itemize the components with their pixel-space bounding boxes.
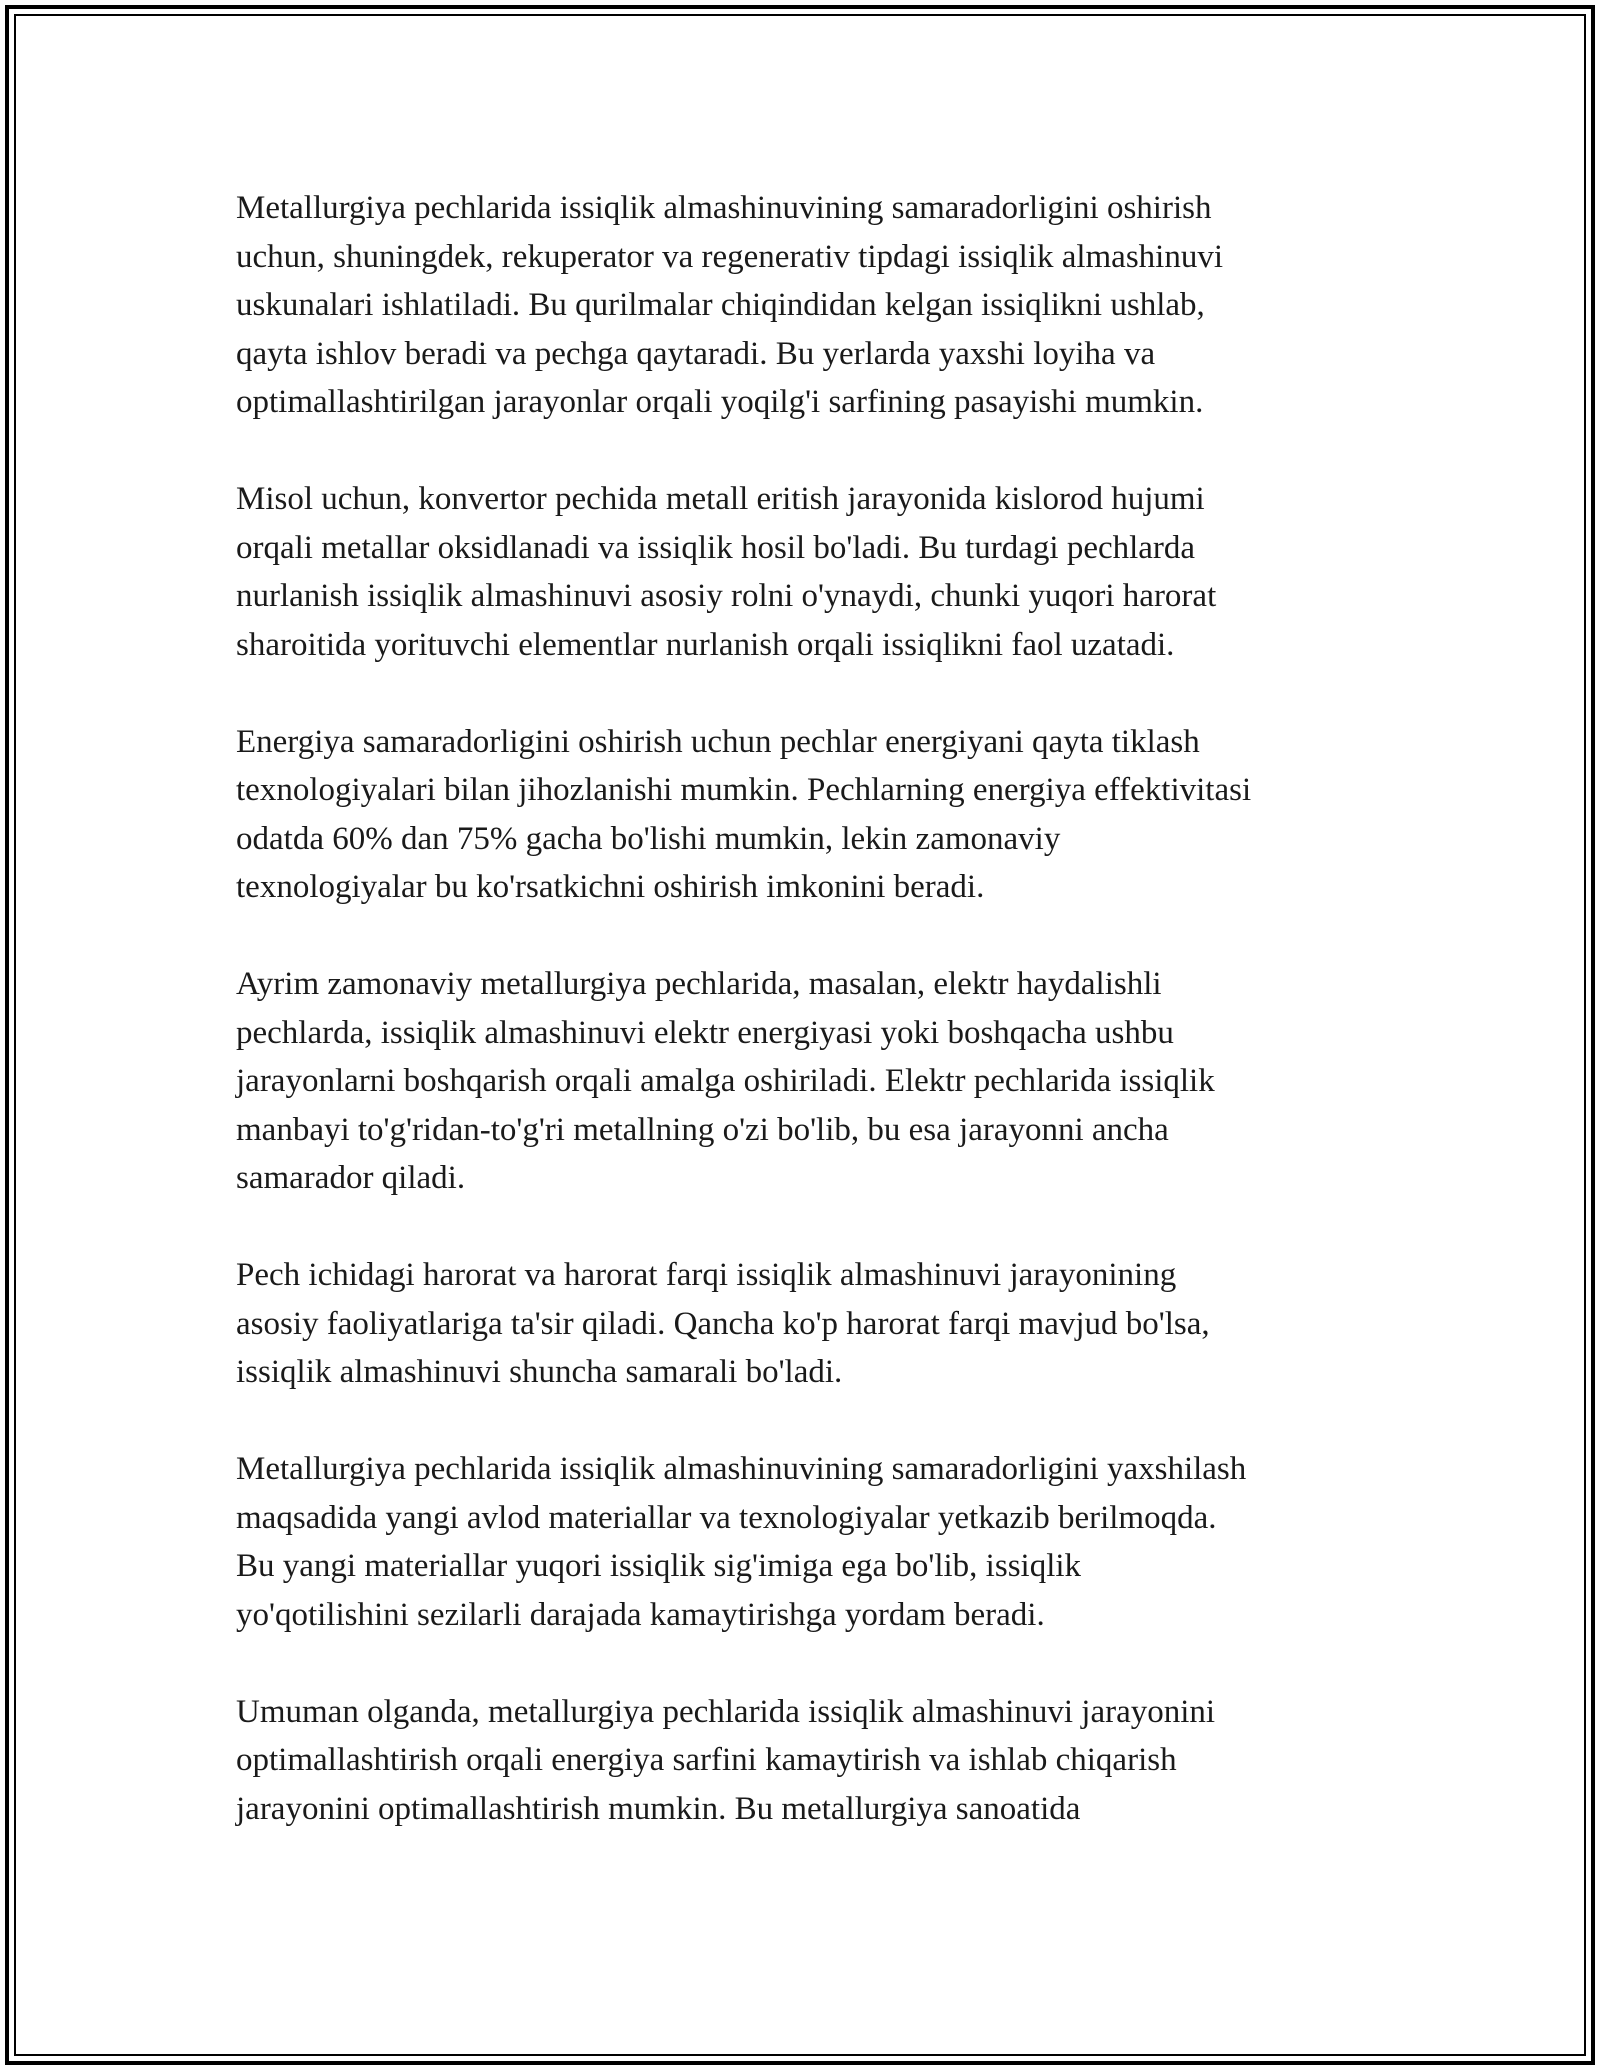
paragraph-4: Ayrim zamonaviy metallurgiya pechlarida, masalan, elektr haydalishli pechlarda, issiqlik almashinuvi elektr energiyasi yoki boshqacha ushbu jarayonlarni boshqarish orqali amalga oshiriladi. Elektr pechlarida issiqlik manbayi to'g'ridan-to'g'ri metallning o'zi bo'lib, bu esa jarayonni ancha samarador qiladi. xyxy=(236,966,1215,1196)
paragraph-3: Energiya samaradorligini oshirish uchun pechlar energiyani qayta tiklash texnologiyalari bilan jihozlanishi mumkin. Pechlarning energiya effektivitasi odatda 60% dan 75% gacha bo'lishi mumkin, lekin zamonaviy texnologiyalar bu ko'rsatkichni oshirish imkonini beradi. xyxy=(236,723,1252,905)
paragraph-1: Metallurgiya pechlarida issiqlik almashinuvining samaradorligini oshirish uchun, shuningdek, rekuperator va regenerativ tipdagi issiqlik almashinuvi uskunalari ishlatiladi. Bu qurilmalar chiqindidan kelgan issiqlikni ushlab, qayta ishlov beradi va pechga qaytaradi. Bu yerlarda yaxshi loyiha va optimallashtirilgan jarayonlar orqali yoqilg'i sarfining pasayishi mumkin. xyxy=(236,190,1224,420)
paragraph-6: Metallurgiya pechlarida issiqlik almashinuvining samaradorligini yaxshilash maqsadida yangi avlod materiallar va texnologiyalar yetkazib berilmoqda. Bu yangi materiallar yuqori issiqlik sig'imiga ega bo'lib, issiqlik yo'qotilishini sezilarli darajada kamaytirishga yordam beradi. xyxy=(236,1451,1247,1633)
paragraph-2: Misol uchun, konvertor pechida metall eritish jarayonida kislorod hujumi orqali metallar oksidlanadi va issiqlik hosil bo'ladi. Bu turdagi pechlarda nurlanish issiqlik almashinuvi asosiy rolni o'ynaydi, chunki yuqori harorat sharoitida yorituvchi elementlar nurlanish orqali issiqlikni faol uzatadi. xyxy=(236,481,1217,663)
paragraph-5: Pech ichidagi harorat va harorat farqi issiqlik almashinuvi jarayonining asosiy faoliyatlariga ta'sir qiladi. Qancha ko'p harorat farqi mavjud bo'lsa, issiqlik almashinuvi shuncha samarali bo'ladi. xyxy=(236,1257,1210,1390)
paragraph-7: Umuman olganda, metallurgiya pechlarida issiqlik almashinuvi jarayonini optimallashtirish orqali energiya sarfini kamaytirish va ishlab chiqarish jarayonini optimallashtirish mumkin. Bu metallurgiya sanoatida xyxy=(236,1693,1216,1827)
document-body xyxy=(236,184,1376,1833)
